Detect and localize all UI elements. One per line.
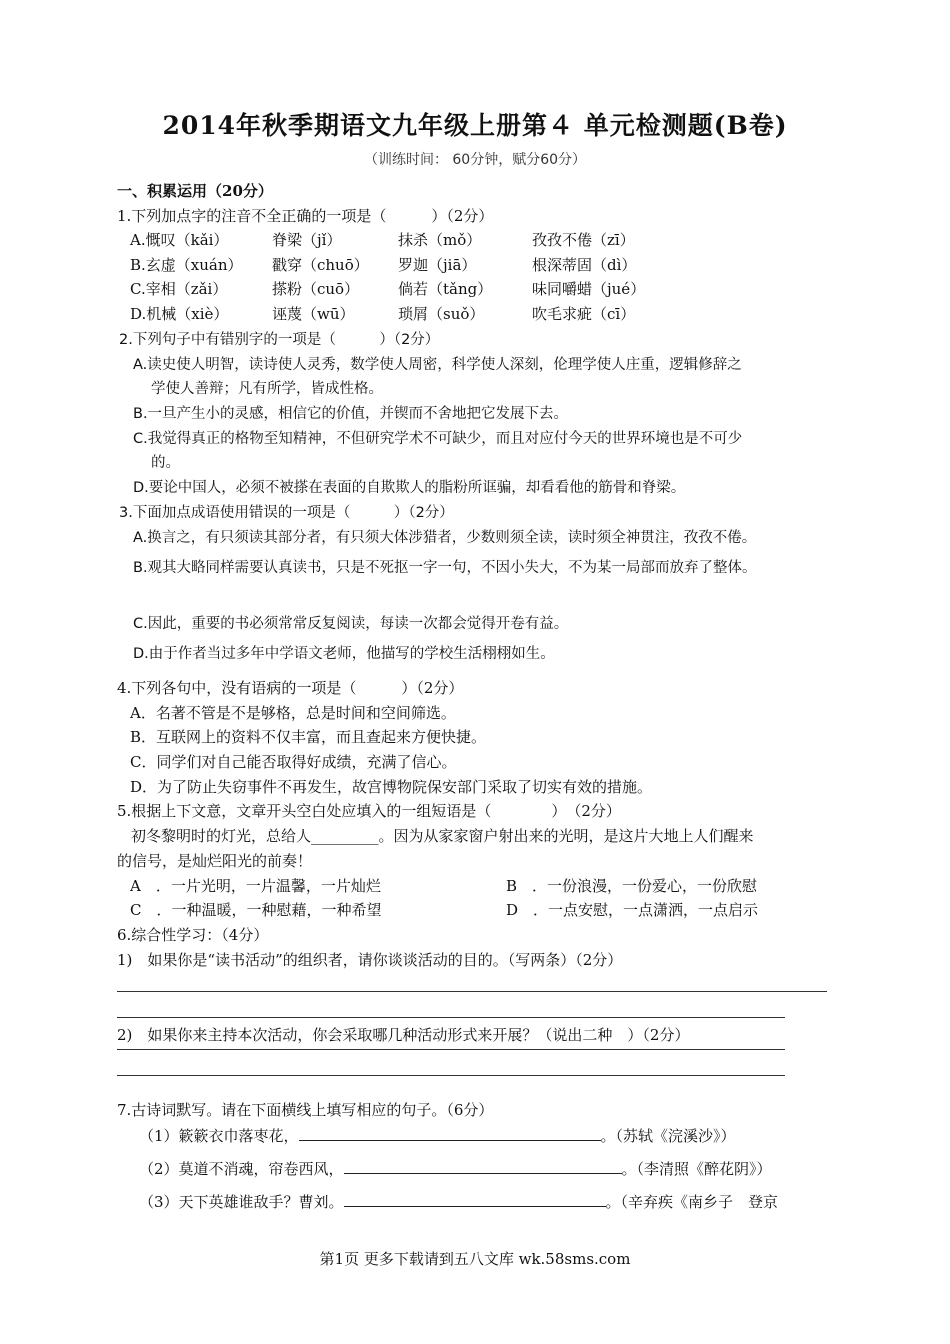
q5-stem: 5.根据上下文意，文章开头空白处应填入的一组短语是（ ） （2分） [117, 802, 621, 820]
answer-line[interactable] [117, 991, 827, 992]
q2-option-d: D.要论中国人，必须不被搽在表面的自欺欺人的脂粉所诓骗，却看看他的筋骨和脊梁。 [133, 480, 686, 496]
q2-option-c: C.我觉得真正的格物至知精神，不但研究学术不可缺少，而且对应付今天的世界环境也是不可少 [133, 431, 743, 447]
fill-blank[interactable] [344, 1191, 606, 1207]
page-footer: 第1页 更多下载请到五八文库 wk.58sms.com [319, 1250, 631, 1268]
answer-line[interactable] [117, 1075, 785, 1076]
q1-option: B.玄虚（xuán） [130, 256, 243, 274]
q3-stem: 3.下面加点成语使用错误的一项是（ ）（2分） [119, 505, 454, 521]
q1-option: 倘若（tǎng） [398, 280, 493, 298]
answer-line[interactable] [117, 1017, 785, 1018]
q5-option-c: C ．一种温暖，一种慰藉，一种希望 [130, 901, 382, 919]
q7-line-1 [139, 1125, 736, 1146]
q1-option: A.慨叹（kǎi） [130, 231, 229, 249]
q5-option-b: B ．一份浪漫，一份爱心，一份欣慰 [506, 877, 758, 895]
fill-blank[interactable] [344, 1158, 622, 1174]
q6-sub2: 2) 如果你来主持本次活动，你会采取哪几种活动形式来开展？（说出二种 ）（2分） [117, 1026, 690, 1044]
q1-option: 吹毛求疵（cī） [532, 305, 636, 323]
poem-source: 。（辛弃疾《南乡子 登京 [605, 1193, 779, 1211]
q2-stem: 2.下列句子中有错别字的一项是（ ）（2分） [119, 332, 440, 348]
poem-prompt: （3）天下英雄谁敌手？曹刘。 [139, 1193, 344, 1211]
q4-option-d: D．为了防止失窃事件不再发生，故宫博物院保安部门采取了切实有效的措施。 [130, 778, 653, 796]
q7-stem: 7.古诗词默写。请在下面横线上填写相应的句子。（6分） [117, 1101, 494, 1119]
q5-option-a: A ．一片光明，一片温馨，一片灿烂 [130, 877, 381, 895]
q3-option-d: D.由于作者当过多年中学语文老师，他描写的学校生活栩栩如生。 [133, 646, 555, 662]
poem-prompt: （2）莫道不消魂，帘卷西风， [139, 1160, 344, 1178]
q1-option: 味同嚼蜡（jué） [532, 280, 646, 298]
q1-option: 搽粉（cuō） [272, 280, 360, 298]
page-subtitle: （训练时间： 60分钟，赋分60分） [363, 152, 587, 168]
q7-line-2 [139, 1158, 772, 1179]
q2-option-b: B.一旦产生小的灵感，相信它的价值，并锲而不舍地把它发展下去。 [133, 406, 569, 422]
q1-option: 戳穿（chuō） [272, 256, 369, 274]
q1-option: 诬蔑（wū） [272, 305, 355, 323]
q1-stem: 1.下列加点字的注音不全正确的一项是（ ）（2分） [117, 207, 494, 225]
fill-blank[interactable] [299, 1125, 601, 1141]
q4-stem: 4.下列各句中，没有语病的一项是（ ）（2分） [117, 679, 464, 697]
q3-option-b: B.观其大略同样需要认真读书，只是不死抠一字一句，不因小失大，不为某一局部而放弃了整体。 [133, 560, 757, 576]
q6-sub1: 1) 如果你是“读书活动”的组织者，请你谈谈活动的目的。（写两条）（2分） [117, 951, 623, 969]
q4-option-c: C．同学们对自己能否取得好成绩，充满了信心。 [130, 753, 457, 771]
q3-option-c: C.因此，重要的书必须常常反复阅读，每读一次都会觉得开卷有益。 [133, 616, 569, 632]
q5-option-d: D ．一点安慰，一点潇洒，一点启示 [506, 901, 759, 919]
q6-stem: 6.综合性学习：（4分） [117, 926, 269, 944]
q1-option: D.机械（xiè） [130, 305, 229, 323]
q2-option-a: A.读史使人明智，读诗使人灵秀，数学使人周密，科学使人深刻，伦理学使人庄重，逻辑修辞之 [133, 357, 742, 373]
answer-line[interactable] [117, 1049, 785, 1050]
q1-option: 根深蒂固（dì） [532, 256, 637, 274]
poem-source: 。（李清照《醉花阴》） [621, 1160, 772, 1178]
q4-option-b: B．互联网上的资料不仅丰富，而且查起来方便快捷。 [130, 728, 487, 746]
q1-option: 脊梁（jǐ） [272, 231, 342, 249]
q1-option: 罗迦（jiā） [398, 256, 477, 274]
q2-option-a-cont: 学使人善辩；凡有所学，皆成性格。 [151, 381, 383, 397]
q5-passage: 初冬黎明时的灯光，总给人_________。因为从家家窗户射出来的光明，是这片大地上人们醒来 [131, 827, 754, 845]
q1-option: 琐屑（suǒ） [398, 305, 485, 323]
q2-option-c-cont: 的。 [151, 455, 180, 471]
page-title: 2014年秋季期语文九年级上册第４ 单元检测题(B卷) [162, 111, 788, 140]
q5-passage-cont: 的信号，是灿烂阳光的前奏！ [117, 852, 313, 870]
q1-option: 孜孜不倦（zī） [532, 231, 635, 249]
q4-option-a: A．名著不管是不是够格，总是时间和空间筛选。 [130, 704, 456, 722]
poem-prompt: （1）簌簌衣巾落枣花， [139, 1127, 299, 1145]
q3-option-a: A.换言之，有只须读其部分者，有只须大体涉猎者，少数则须全读，读时须全神贯注，孜孜不倦。 [133, 530, 757, 546]
q7-line-3 [139, 1191, 778, 1212]
q1-option: 抹杀（mǒ） [398, 231, 482, 249]
section-heading: 一、积累运用（20分） [117, 182, 273, 200]
q1-option: C.宰相（zǎi） [130, 280, 228, 298]
poem-source: 。（苏轼《浣溪沙》） [600, 1127, 736, 1145]
